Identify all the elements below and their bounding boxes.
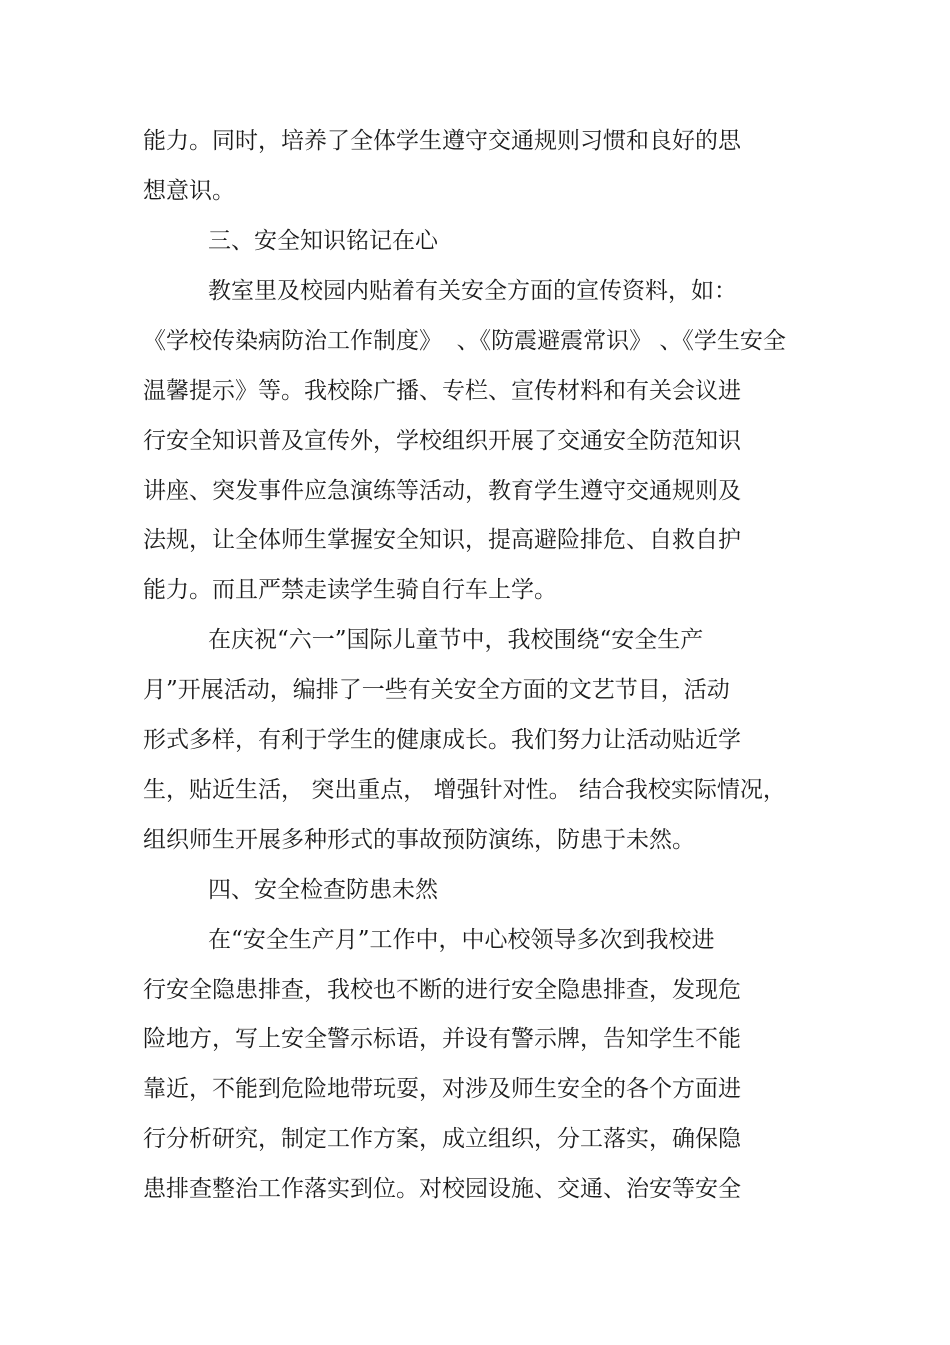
paragraph-first-line: 在“安全生产月”工作中，中心校领导多次到我校进 <box>208 927 715 953</box>
text-line: 险地方，写上安全警示标语，并设有警示牌，告知学生不能 <box>143 1026 741 1052</box>
text-line: 能力。而且严禁走读学生骑自行车上学。 <box>143 577 557 603</box>
text-line: 能力。同时，培养了全体学生遵守交通规则习惯和良好的思 <box>143 128 741 154</box>
text-line: 靠近，不能到危险地带玩耍，对涉及师生安全的各个方面进 <box>143 1076 741 1102</box>
text-line: 法规，让全体师生掌握安全知识，提高避险排危、自救自护 <box>143 527 741 553</box>
section-heading: 三、安全知识铭记在心 <box>208 228 438 254</box>
text-line: 月”开展活动，编排了一些有关安全方面的文艺节目，活动 <box>143 677 730 703</box>
text-line: 组织师生开展多种形式的事故预防演练，防患于未然。 <box>143 827 695 853</box>
text-line: 行分析研究，制定工作方案，成立组织，分工落实，确保隐 <box>143 1126 741 1152</box>
section-heading: 四、安全检查防患未然 <box>208 877 438 903</box>
paragraph-first-line: 教室里及校园内贴着有关安全方面的宣传资料，如： <box>208 278 737 304</box>
text-line: 想意识。 <box>143 178 235 204</box>
paragraph-first-line: 在庆祝“六一”国际儿童节中，我校围绕“安全生产 <box>208 627 704 653</box>
text-line: 患排查整治工作落实到位。对校园设施、交通、治安等安全 <box>143 1176 741 1202</box>
text-line: 温馨提示》等。我校除广播、专栏、宣传材料和有关会议进 <box>143 378 741 404</box>
text-line: 生，贴近生活， 突出重点， 增强针对性。 结合我校实际情况， <box>143 777 786 803</box>
text-line: 行安全隐患排查，我校也不断的进行安全隐患排查，发现危 <box>143 977 741 1003</box>
text-line: 形式多样，有利于学生的健康成长。我们努力让活动贴近学 <box>143 727 741 753</box>
text-line: 讲座、突发事件应急演练等活动，教育学生遵守交通规则及 <box>143 478 741 504</box>
text-line: 《学校传染病防治工作制度》 、《防震避震常识》 、《学生安全 <box>143 328 786 354</box>
text-line: 行安全知识普及宣传外，学校组织开展了交通安全防范知识 <box>143 428 741 454</box>
